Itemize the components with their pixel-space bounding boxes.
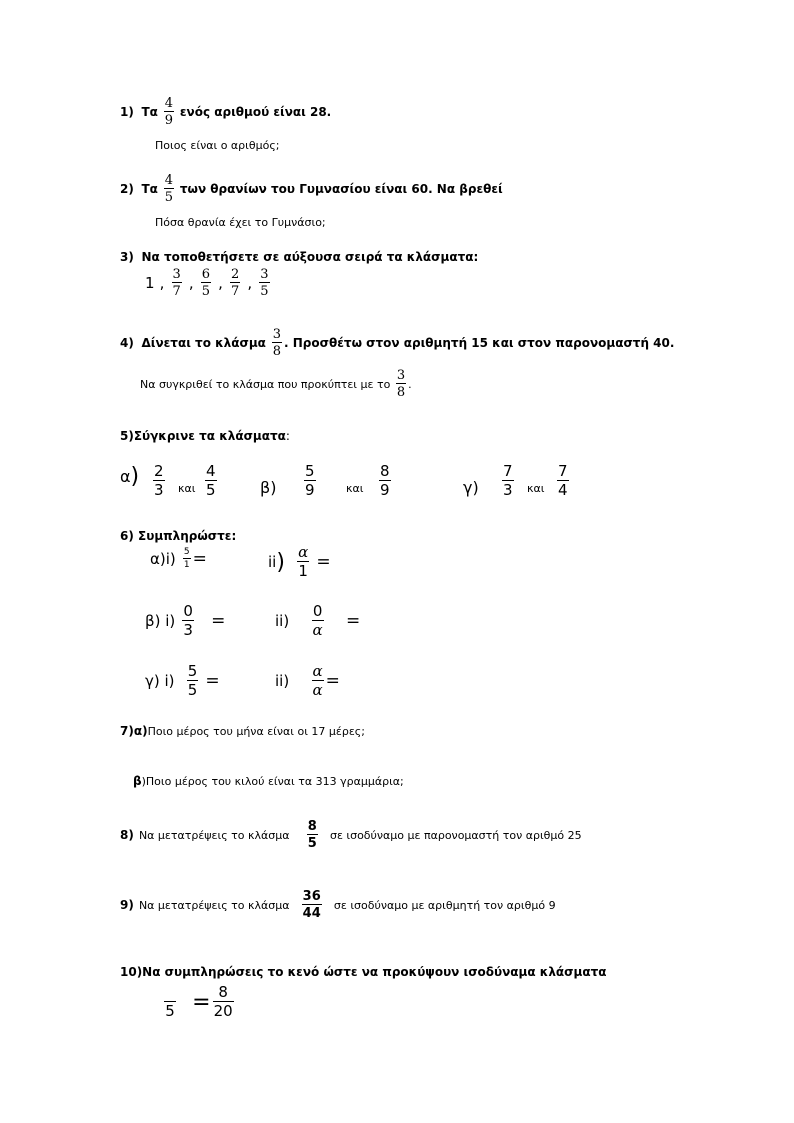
q3-f2-numerator: 6 xyxy=(201,267,211,282)
q5-b-kai: και xyxy=(346,482,364,495)
q9-fraction xyxy=(302,890,322,920)
q10-blank-numerator[interactable] xyxy=(160,986,180,1001)
q5-c-f1-denominator: 3 xyxy=(503,481,513,499)
q1-post: ενός αριθμού είναι 28. xyxy=(179,105,332,119)
q10-title: 10)Να συμπληρώσεις το κενό ώστε να προκύψουν ισοδύναμα κλάσματα xyxy=(120,965,607,979)
q3-text: Να τοποθετήσετε σε αύξουσα σειρά τα κλάσματα: xyxy=(141,250,479,264)
q3-separator: , xyxy=(218,274,223,292)
q8-fraction xyxy=(307,820,318,850)
q7-b-label: β xyxy=(133,774,142,788)
q5-b-f2-denominator: 9 xyxy=(380,481,390,499)
q4-fraction xyxy=(272,328,282,358)
q3-f1-numerator: 3 xyxy=(172,267,181,282)
q5-part-a xyxy=(120,464,139,489)
q10-equation xyxy=(158,985,236,1019)
q9-pre: Να μετατρέψεις το κλάσμα xyxy=(138,898,290,912)
q5-b-label: β) xyxy=(260,478,277,497)
q2-denominator: 5 xyxy=(164,190,174,205)
q2-numerator: 4 xyxy=(164,173,174,188)
q6-b-i-fraction xyxy=(182,604,194,638)
q6-title: 6) Συμπληρώστε: xyxy=(120,529,237,543)
q5-a-f2-numerator: 4 xyxy=(206,462,216,480)
q6-b-ii-label: ii) xyxy=(275,612,290,630)
q3-f3-denominator: 7 xyxy=(231,284,240,299)
q6-c-i-label: γ) i) xyxy=(145,672,175,690)
question-8 xyxy=(120,820,582,850)
q3-number: 3) xyxy=(120,250,134,264)
q6-a-i-equals: = xyxy=(192,549,207,569)
q6-c-ii-denominator: α xyxy=(312,681,323,699)
q6-a-ii-paren: ) xyxy=(276,549,285,575)
question-1 xyxy=(120,97,331,127)
q3-f1-denominator: 7 xyxy=(172,284,181,299)
q6-b-ii-denominator: α xyxy=(312,621,323,639)
q5-a-kai: και xyxy=(178,482,196,495)
q4-denominator: 8 xyxy=(272,344,282,359)
q9-number: 9) xyxy=(120,898,134,912)
q7-a-text: Ποιο μέρος του μήνα είναι οι 17 μέρες; xyxy=(147,724,365,738)
q10-left-fraction xyxy=(160,986,180,1019)
q6-a-i-fraction xyxy=(183,548,191,570)
q5-c-kai: και xyxy=(527,482,545,495)
q5-c-fraction-1 xyxy=(500,464,516,498)
q6-c-i-numerator: 5 xyxy=(187,662,198,680)
q5-a-fraction-1 xyxy=(151,464,167,498)
q10-left-denominator: 5 xyxy=(165,1001,175,1020)
q6-a-ii xyxy=(268,545,331,579)
q6-b-i-label: β) i) xyxy=(145,612,176,630)
q4-subquestion xyxy=(140,369,412,399)
q3-fraction-1 xyxy=(172,268,182,298)
question-5 xyxy=(120,429,290,443)
q8-pre: Να μετατρέψεις το κλάσμα xyxy=(138,828,290,842)
q5-a-paren: ) xyxy=(130,464,140,489)
q3-f2-denominator: 5 xyxy=(201,284,211,299)
question-2 xyxy=(120,174,503,204)
q6-c-i-fraction xyxy=(187,664,199,698)
q6-b-ii xyxy=(275,604,360,638)
q5-b-f2-numerator: 8 xyxy=(380,462,390,480)
q4-pre: Δίνεται το κλάσμα xyxy=(141,336,266,350)
q4-sub-post: . xyxy=(408,377,412,391)
q6-a-ii-label: ii xyxy=(268,553,277,571)
q6-b-ii-numerator: 0 xyxy=(312,602,323,620)
q5-c-f2-numerator: 7 xyxy=(558,462,568,480)
q2-number: 2) xyxy=(120,182,134,196)
q6-c-i xyxy=(145,664,220,698)
q3-separator: , xyxy=(159,274,165,292)
q1-fraction xyxy=(164,97,174,127)
q6-c-ii-fraction xyxy=(312,664,324,698)
q6-c-ii xyxy=(275,664,340,698)
q5-c-fraction-2 xyxy=(555,464,571,498)
q4-sub-pre: Να συγκριθεί το κλάσμα που προκύπτει με το xyxy=(140,377,391,391)
q2-fraction xyxy=(164,174,174,204)
q1-denominator: 9 xyxy=(164,113,174,128)
q6-c-ii-equals: = xyxy=(325,671,340,691)
q7-a-label: 7)α) xyxy=(120,724,148,738)
q6-a-i-numerator: 5 xyxy=(183,547,190,557)
q5-b-f1-numerator: 5 xyxy=(305,462,315,480)
q5-a-label: α xyxy=(120,467,131,486)
q3-fraction-3 xyxy=(230,268,240,298)
q6-a-ii-equals: = xyxy=(316,552,331,572)
q2-subquestion: Πόσα θρανία έχει το Γυμνάσιο; xyxy=(155,216,326,229)
q4-sub-numerator: 3 xyxy=(396,368,406,383)
q5-c-f1-numerator: 7 xyxy=(503,462,513,480)
q8-denominator: 5 xyxy=(307,836,317,851)
q6-a-ii-denominator: 1 xyxy=(298,562,308,580)
q6-b-ii-equals: = xyxy=(346,611,361,631)
q3-f4-numerator: 3 xyxy=(260,267,269,282)
q7-part-b xyxy=(133,774,404,788)
q5-b-fraction-2 xyxy=(377,464,393,498)
q5-a-f1-numerator: 2 xyxy=(154,462,164,480)
q5-title: 5)Σύγκρινε τα κλάσματα xyxy=(120,429,286,443)
q5-a-f1-denominator: 3 xyxy=(154,481,164,499)
q5-a-f2-denominator: 5 xyxy=(206,481,216,499)
q2-post: των θρανίων του Γυμνασίου είναι 60. Να βρεθεί xyxy=(179,182,503,196)
q6-a-ii-fraction xyxy=(297,545,309,579)
q8-post: σε ισοδύναμο με παρονομαστή τον αριθμό 25 xyxy=(329,828,582,842)
q6-a-i-denominator: 1 xyxy=(183,560,190,570)
q5-c-f2-denominator: 4 xyxy=(558,481,568,499)
q9-numerator: 36 xyxy=(302,889,321,904)
q8-number: 8) xyxy=(120,828,134,842)
q6-b-i xyxy=(145,604,225,638)
q3-fraction-4 xyxy=(259,268,269,298)
q6-b-ii-fraction xyxy=(312,604,324,638)
q3-first-value: 1 xyxy=(145,274,155,292)
q1-numerator: 4 xyxy=(164,96,174,111)
q4-sub-denominator: 8 xyxy=(396,385,406,400)
q7-b-text: )Ποιο μέρος του κιλού είναι τα 313 γραμμάρια; xyxy=(141,774,404,788)
q8-numerator: 8 xyxy=(307,819,317,834)
q5-a-fraction-2 xyxy=(203,464,219,498)
q6-c-ii-numerator: α xyxy=(312,662,323,680)
q3-fraction-2 xyxy=(201,268,211,298)
q10-equals: = xyxy=(192,989,211,1015)
q10-right-denominator: 20 xyxy=(213,1002,233,1020)
q5-colon: : xyxy=(285,429,290,443)
q4-post: . Προσθέτω στον αριθμητή 15 και στον παρονομαστή 40. xyxy=(284,336,675,350)
q6-b-i-denominator: 3 xyxy=(183,621,193,639)
q5-b-fraction-1 xyxy=(302,464,318,498)
q9-denominator: 44 xyxy=(302,906,321,921)
q6-a-i xyxy=(150,548,207,570)
q1-subquestion: Ποιος είναι ο αριθμός; xyxy=(155,139,280,152)
question-4 xyxy=(120,328,674,358)
q4-sub-fraction xyxy=(396,369,406,399)
q6-a-i-label: α)i) xyxy=(150,550,176,568)
q1-number: 1) xyxy=(120,105,134,119)
q5-b-f1-denominator: 9 xyxy=(305,481,315,499)
q6-c-i-denominator: 5 xyxy=(187,681,198,699)
q4-number: 4) xyxy=(120,336,134,350)
q6-b-i-equals: = xyxy=(211,611,226,631)
q3-f4-denominator: 5 xyxy=(260,284,269,299)
q1-pre: Τα xyxy=(141,105,158,119)
q6-c-i-equals: = xyxy=(205,671,220,691)
q6-b-i-numerator: 0 xyxy=(183,602,193,620)
q9-post: σε ισοδύναμο με αριθμητή τον αριθμό 9 xyxy=(333,898,556,912)
question-3 xyxy=(120,250,478,264)
q10-right-numerator: 8 xyxy=(218,983,228,1001)
q2-pre: Τα xyxy=(141,182,158,196)
q10-right-fraction xyxy=(213,985,234,1019)
q3-separator: , xyxy=(188,274,194,292)
q5-c-label: γ) xyxy=(463,478,479,497)
q4-numerator: 3 xyxy=(272,327,282,342)
q3-f3-numerator: 2 xyxy=(231,267,240,282)
q3-separator: , xyxy=(247,274,253,292)
question-9 xyxy=(120,890,556,920)
q6-a-ii-numerator: α xyxy=(298,543,309,561)
q6-c-ii-label: ii) xyxy=(275,672,290,690)
q3-fraction-list xyxy=(145,268,272,298)
q7-part-a xyxy=(120,724,365,738)
